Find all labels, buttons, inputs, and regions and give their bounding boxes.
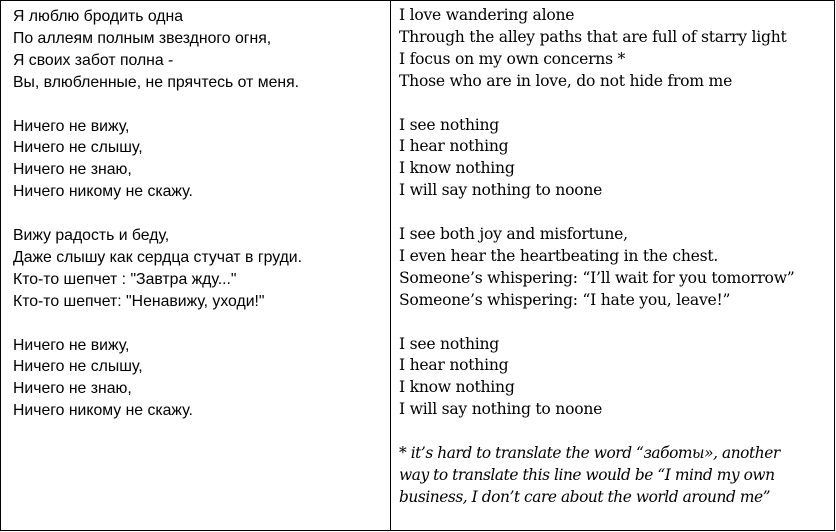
lyric-line: Ничего не слышу,	[13, 139, 143, 157]
lyric-line: Ничего никому не скажу.	[13, 402, 193, 420]
russian-stanza-3	[13, 225, 390, 313]
lyric-line: Кто-то шепчет: "Ненавижу, уходи!"	[13, 292, 265, 310]
lyric-line: Вы, влюбленные, не прячтесь от меня.	[13, 73, 300, 91]
translation-line: I love wandering alone	[399, 6, 575, 24]
lyric-line: Кто-то шепчет : "Завтра жду..."	[13, 270, 237, 288]
note-line: way to translate this line would be “I mind my own	[399, 465, 775, 484]
translation-line: I hear nothing	[399, 137, 509, 156]
translator-note	[399, 443, 834, 509]
translation-line: Someone’s whispering: “I’ll wait for you tomorrow”	[399, 268, 795, 287]
russian-stanza-4	[13, 335, 390, 423]
lyric-line: Вижу радость и беду,	[13, 227, 170, 245]
translation-line: I will say nothing to noone	[399, 400, 603, 419]
translation-line: I will say nothing to noone	[399, 181, 603, 200]
lyric-line: Ничего не слышу,	[13, 358, 143, 376]
lyric-line: Ничего не знаю,	[13, 161, 132, 179]
translation-line: Someone’s whispering: “I hate you, leave!”	[399, 290, 731, 309]
translation-line: I focus on my own concerns *	[399, 49, 626, 68]
translation-line: Through the alley paths that are full of starry light	[399, 27, 787, 46]
russian-lyrics-column	[1, 1, 391, 530]
note-line: * it’s hard to translate the word “заботы», another	[399, 444, 780, 463]
english-stanza-2	[399, 115, 834, 203]
translation-line: I hear nothing	[399, 356, 509, 375]
translation-line: I see both joy and misfortune,	[399, 225, 628, 244]
lyric-line: По аллеям полным звездного огня,	[13, 29, 272, 47]
translation-line: I see nothing	[399, 115, 500, 134]
note-line: business, I don’t care about the world around me”	[399, 487, 771, 506]
english-translation-column	[391, 1, 834, 530]
russian-stanza-1	[13, 6, 390, 94]
lyric-line: Ничего не вижу,	[13, 117, 130, 135]
english-stanza-1	[399, 5, 834, 93]
english-stanza-3	[399, 224, 834, 312]
lyric-line: Ничего никому не скажу.	[13, 183, 193, 201]
translation-line: Those who are in love, do not hide from me	[399, 71, 733, 90]
lyric-line: Я своих забот полна -	[13, 51, 174, 69]
english-stanza-4	[399, 334, 834, 422]
lyric-line: Даже слышу как сердца стучат в груди.	[13, 248, 303, 266]
translation-line: I know nothing	[399, 159, 515, 178]
lyric-line: Ничего не знаю,	[13, 380, 132, 398]
translation-line: I know nothing	[399, 378, 515, 397]
translation-line: I even hear the heartbeating in the chest.	[399, 246, 719, 265]
lyric-line: Я люблю бродить одна	[13, 8, 183, 25]
lyric-line: Ничего не вижу,	[13, 336, 130, 354]
russian-stanza-2	[13, 116, 390, 204]
translation-line: I see nothing	[399, 334, 500, 353]
